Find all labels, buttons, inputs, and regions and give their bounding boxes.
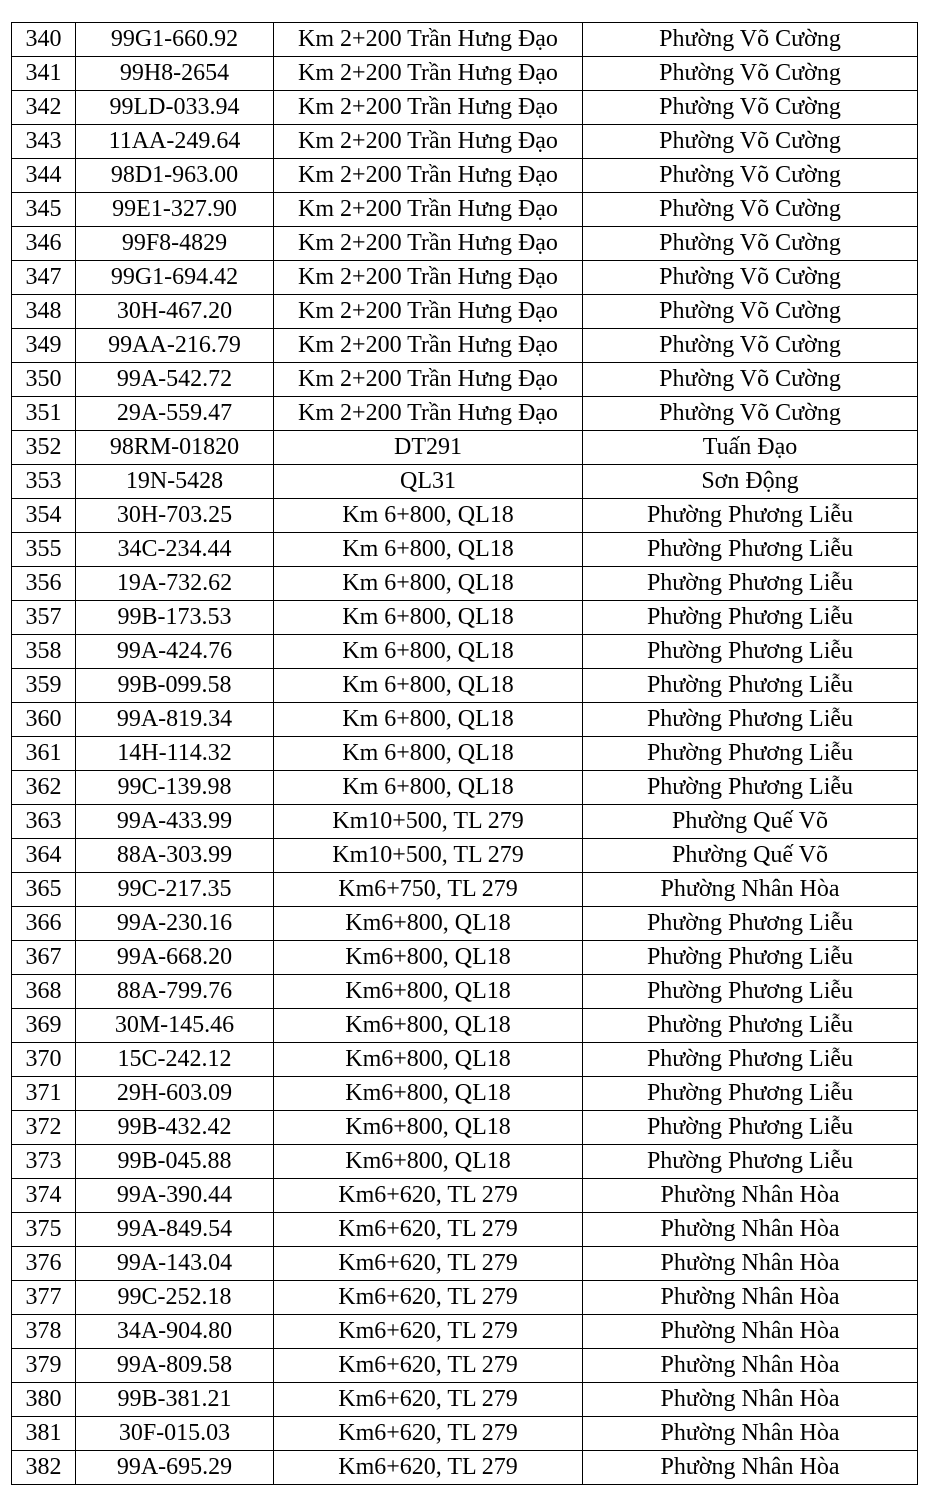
row-number-cell: 356 bbox=[12, 567, 76, 601]
ward-cell: Phường Nhân Hòa bbox=[583, 1315, 918, 1349]
row-number-cell: 381 bbox=[12, 1417, 76, 1451]
location-cell: Km6+620, TL 279 bbox=[274, 1179, 583, 1213]
ward-cell: Phường Nhân Hòa bbox=[583, 1247, 918, 1281]
table-row bbox=[12, 1145, 918, 1179]
ward-cell: Phường Phương Liễu bbox=[583, 941, 918, 975]
location-cell: Km6+620, TL 279 bbox=[274, 1349, 583, 1383]
license-plate-cell: 30H-467.20 bbox=[76, 295, 274, 329]
license-plate-cell: 14H-114.32 bbox=[76, 737, 274, 771]
table-row bbox=[12, 125, 918, 159]
table-row bbox=[12, 1247, 918, 1281]
ward-cell: Phường Phương Liễu bbox=[583, 1077, 918, 1111]
location-cell: Km 6+800, QL18 bbox=[274, 703, 583, 737]
table-row bbox=[12, 771, 918, 805]
location-cell: Km 6+800, QL18 bbox=[274, 533, 583, 567]
ward-cell: Tuấn Đạo bbox=[583, 431, 918, 465]
row-number-cell: 372 bbox=[12, 1111, 76, 1145]
license-plate-cell: 99A-433.99 bbox=[76, 805, 274, 839]
row-number-cell: 362 bbox=[12, 771, 76, 805]
row-number-cell: 351 bbox=[12, 397, 76, 431]
row-number-cell: 366 bbox=[12, 907, 76, 941]
row-number-cell: 376 bbox=[12, 1247, 76, 1281]
location-cell: Km 2+200 Trần Hưng Đạo bbox=[274, 159, 583, 193]
license-plate-cell: 11AA-249.64 bbox=[76, 125, 274, 159]
row-number-cell: 382 bbox=[12, 1451, 76, 1485]
ward-cell: Phường Nhân Hòa bbox=[583, 1417, 918, 1451]
location-cell: Km6+800, QL18 bbox=[274, 1111, 583, 1145]
location-cell: Km 6+800, QL18 bbox=[274, 499, 583, 533]
license-plate-cell: 29A-559.47 bbox=[76, 397, 274, 431]
row-number-cell: 369 bbox=[12, 1009, 76, 1043]
location-cell: Km10+500, TL 279 bbox=[274, 839, 583, 873]
license-plate-cell: 99B-432.42 bbox=[76, 1111, 274, 1145]
location-cell: Km 2+200 Trần Hưng Đạo bbox=[274, 227, 583, 261]
table-row bbox=[12, 1383, 918, 1417]
row-number-cell: 377 bbox=[12, 1281, 76, 1315]
table-row bbox=[12, 23, 918, 57]
ward-cell: Phường Nhân Hòa bbox=[583, 1349, 918, 1383]
license-plate-cell: 99A-143.04 bbox=[76, 1247, 274, 1281]
ward-cell: Phường Phương Liễu bbox=[583, 1145, 918, 1179]
row-number-cell: 365 bbox=[12, 873, 76, 907]
document-page bbox=[11, 22, 917, 1485]
table-row bbox=[12, 669, 918, 703]
ward-cell: Phường Nhân Hòa bbox=[583, 1179, 918, 1213]
location-cell: Km6+620, TL 279 bbox=[274, 1247, 583, 1281]
table-row bbox=[12, 601, 918, 635]
license-plate-cell: 98D1-963.00 bbox=[76, 159, 274, 193]
table-row bbox=[12, 1451, 918, 1485]
license-plate-cell: 99A-819.34 bbox=[76, 703, 274, 737]
ward-cell: Phường Phương Liễu bbox=[583, 601, 918, 635]
table-row bbox=[12, 1111, 918, 1145]
row-number-cell: 346 bbox=[12, 227, 76, 261]
location-cell: Km6+620, TL 279 bbox=[274, 1451, 583, 1485]
table-row bbox=[12, 465, 918, 499]
location-cell: Km 2+200 Trần Hưng Đạo bbox=[274, 261, 583, 295]
location-cell: Km 6+800, QL18 bbox=[274, 635, 583, 669]
table-row bbox=[12, 1077, 918, 1111]
table-row bbox=[12, 295, 918, 329]
location-cell: Km6+800, QL18 bbox=[274, 1145, 583, 1179]
location-cell: Km 6+800, QL18 bbox=[274, 601, 583, 635]
table-row bbox=[12, 1281, 918, 1315]
table-row bbox=[12, 635, 918, 669]
license-plate-cell: 99A-668.20 bbox=[76, 941, 274, 975]
license-plate-cell: 99B-173.53 bbox=[76, 601, 274, 635]
location-cell: Km 2+200 Trần Hưng Đạo bbox=[274, 125, 583, 159]
ward-cell: Phường Phương Liễu bbox=[583, 533, 918, 567]
ward-cell: Phường Nhân Hòa bbox=[583, 1281, 918, 1315]
row-number-cell: 370 bbox=[12, 1043, 76, 1077]
license-plate-cell: 99A-849.54 bbox=[76, 1213, 274, 1247]
table-row bbox=[12, 1009, 918, 1043]
table-row bbox=[12, 227, 918, 261]
license-plate-cell: 99A-809.58 bbox=[76, 1349, 274, 1383]
row-number-cell: 353 bbox=[12, 465, 76, 499]
license-plate-cell: 99C-217.35 bbox=[76, 873, 274, 907]
location-cell: Km 2+200 Trần Hưng Đạo bbox=[274, 57, 583, 91]
ward-cell: Phường Võ Cường bbox=[583, 397, 918, 431]
table-row bbox=[12, 193, 918, 227]
row-number-cell: 349 bbox=[12, 329, 76, 363]
table-row bbox=[12, 91, 918, 125]
table-row bbox=[12, 261, 918, 295]
ward-cell: Phường Võ Cường bbox=[583, 193, 918, 227]
license-plate-cell: 99LD-033.94 bbox=[76, 91, 274, 125]
ward-cell: Phường Võ Cường bbox=[583, 329, 918, 363]
table-row bbox=[12, 907, 918, 941]
location-cell: Km6+620, TL 279 bbox=[274, 1281, 583, 1315]
license-plate-cell: 99A-695.29 bbox=[76, 1451, 274, 1485]
table-row bbox=[12, 1315, 918, 1349]
location-cell: Km10+500, TL 279 bbox=[274, 805, 583, 839]
ward-cell: Phường Nhân Hòa bbox=[583, 873, 918, 907]
row-number-cell: 367 bbox=[12, 941, 76, 975]
location-cell: Km6+800, QL18 bbox=[274, 975, 583, 1009]
license-plate-cell: 99B-381.21 bbox=[76, 1383, 274, 1417]
row-number-cell: 340 bbox=[12, 23, 76, 57]
ward-cell: Phường Phương Liễu bbox=[583, 669, 918, 703]
ward-cell: Phường Võ Cường bbox=[583, 125, 918, 159]
location-cell: Km 6+800, QL18 bbox=[274, 669, 583, 703]
row-number-cell: 352 bbox=[12, 431, 76, 465]
license-plate-cell: 88A-799.76 bbox=[76, 975, 274, 1009]
license-plate-cell: 99AA-216.79 bbox=[76, 329, 274, 363]
location-cell: Km 6+800, QL18 bbox=[274, 737, 583, 771]
ward-cell: Phường Nhân Hòa bbox=[583, 1383, 918, 1417]
row-number-cell: 341 bbox=[12, 57, 76, 91]
ward-cell: Phường Phương Liễu bbox=[583, 771, 918, 805]
row-number-cell: 374 bbox=[12, 1179, 76, 1213]
license-plate-cell: 99H8-2654 bbox=[76, 57, 274, 91]
license-plate-cell: 98RM-01820 bbox=[76, 431, 274, 465]
row-number-cell: 361 bbox=[12, 737, 76, 771]
location-cell: Km 2+200 Trần Hưng Đạo bbox=[274, 363, 583, 397]
license-plate-cell: 34A-904.80 bbox=[76, 1315, 274, 1349]
ward-cell: Phường Võ Cường bbox=[583, 91, 918, 125]
location-cell: Km 2+200 Trần Hưng Đạo bbox=[274, 193, 583, 227]
license-plate-cell: 99A-230.16 bbox=[76, 907, 274, 941]
ward-cell: Phường Phương Liễu bbox=[583, 1111, 918, 1145]
row-number-cell: 344 bbox=[12, 159, 76, 193]
row-number-cell: 347 bbox=[12, 261, 76, 295]
license-plate-cell: 19N-5428 bbox=[76, 465, 274, 499]
location-cell: Km6+800, QL18 bbox=[274, 1077, 583, 1111]
license-plate-cell: 30H-703.25 bbox=[76, 499, 274, 533]
ward-cell: Phường Quế Võ bbox=[583, 839, 918, 873]
ward-cell: Phường Phương Liễu bbox=[583, 567, 918, 601]
ward-cell: Phường Nhân Hòa bbox=[583, 1451, 918, 1485]
location-cell: Km6+750, TL 279 bbox=[274, 873, 583, 907]
license-plate-cell: 99B-099.58 bbox=[76, 669, 274, 703]
license-plate-cell: 99F8-4829 bbox=[76, 227, 274, 261]
location-cell: Km6+800, QL18 bbox=[274, 941, 583, 975]
location-cell: Km 2+200 Trần Hưng Đạo bbox=[274, 91, 583, 125]
row-number-cell: 359 bbox=[12, 669, 76, 703]
row-number-cell: 342 bbox=[12, 91, 76, 125]
license-plate-cell: 15C-242.12 bbox=[76, 1043, 274, 1077]
table-row bbox=[12, 159, 918, 193]
table-row bbox=[12, 873, 918, 907]
table-row bbox=[12, 737, 918, 771]
license-plate-cell: 99B-045.88 bbox=[76, 1145, 274, 1179]
row-number-cell: 364 bbox=[12, 839, 76, 873]
location-cell: Km 2+200 Trần Hưng Đạo bbox=[274, 329, 583, 363]
table-row bbox=[12, 1349, 918, 1383]
location-cell: Km6+620, TL 279 bbox=[274, 1315, 583, 1349]
ward-cell: Phường Phương Liễu bbox=[583, 1043, 918, 1077]
location-cell: Km6+620, TL 279 bbox=[274, 1417, 583, 1451]
license-plate-cell: 99A-542.72 bbox=[76, 363, 274, 397]
row-number-cell: 350 bbox=[12, 363, 76, 397]
license-plate-cell: 99C-252.18 bbox=[76, 1281, 274, 1315]
row-number-cell: 358 bbox=[12, 635, 76, 669]
location-cell: Km6+800, QL18 bbox=[274, 907, 583, 941]
license-plate-cell: 99G1-660.92 bbox=[76, 23, 274, 57]
row-number-cell: 375 bbox=[12, 1213, 76, 1247]
location-cell: Km6+800, QL18 bbox=[274, 1043, 583, 1077]
ward-cell: Phường Võ Cường bbox=[583, 23, 918, 57]
license-plate-cell: 99C-139.98 bbox=[76, 771, 274, 805]
row-number-cell: 355 bbox=[12, 533, 76, 567]
license-plate-cell: 99A-390.44 bbox=[76, 1179, 274, 1213]
license-plate-cell: 30M-145.46 bbox=[76, 1009, 274, 1043]
table-row bbox=[12, 1043, 918, 1077]
table-row bbox=[12, 1213, 918, 1247]
table-row bbox=[12, 567, 918, 601]
table-row bbox=[12, 363, 918, 397]
table-row bbox=[12, 941, 918, 975]
row-number-cell: 345 bbox=[12, 193, 76, 227]
license-plate-cell: 99G1-694.42 bbox=[76, 261, 274, 295]
ward-cell: Phường Võ Cường bbox=[583, 295, 918, 329]
ward-cell: Phường Phương Liễu bbox=[583, 907, 918, 941]
ward-cell: Sơn Động bbox=[583, 465, 918, 499]
license-plate-cell: 88A-303.99 bbox=[76, 839, 274, 873]
ward-cell: Phường Võ Cường bbox=[583, 227, 918, 261]
ward-cell: Phường Võ Cường bbox=[583, 363, 918, 397]
table-row bbox=[12, 57, 918, 91]
location-cell: Km 2+200 Trần Hưng Đạo bbox=[274, 23, 583, 57]
location-cell: Km 2+200 Trần Hưng Đạo bbox=[274, 397, 583, 431]
row-number-cell: 380 bbox=[12, 1383, 76, 1417]
ward-cell: Phường Phương Liễu bbox=[583, 975, 918, 1009]
row-number-cell: 343 bbox=[12, 125, 76, 159]
ward-cell: Phường Võ Cường bbox=[583, 159, 918, 193]
table-row bbox=[12, 839, 918, 873]
row-number-cell: 348 bbox=[12, 295, 76, 329]
ward-cell: Phường Quế Võ bbox=[583, 805, 918, 839]
table-row bbox=[12, 431, 918, 465]
ward-cell: Phường Võ Cường bbox=[583, 261, 918, 295]
violations-table bbox=[11, 22, 918, 1485]
location-cell: Km 2+200 Trần Hưng Đạo bbox=[274, 295, 583, 329]
table-body bbox=[12, 23, 918, 1485]
table-row bbox=[12, 397, 918, 431]
row-number-cell: 363 bbox=[12, 805, 76, 839]
license-plate-cell: 99A-424.76 bbox=[76, 635, 274, 669]
table-row bbox=[12, 1179, 918, 1213]
table-row bbox=[12, 703, 918, 737]
table-row bbox=[12, 329, 918, 363]
location-cell: Km6+800, QL18 bbox=[274, 1009, 583, 1043]
ward-cell: Phường Phương Liễu bbox=[583, 635, 918, 669]
table-row bbox=[12, 805, 918, 839]
row-number-cell: 368 bbox=[12, 975, 76, 1009]
ward-cell: Phường Phương Liễu bbox=[583, 703, 918, 737]
ward-cell: Phường Võ Cường bbox=[583, 57, 918, 91]
row-number-cell: 379 bbox=[12, 1349, 76, 1383]
location-cell: DT291 bbox=[274, 431, 583, 465]
table-row bbox=[12, 499, 918, 533]
row-number-cell: 371 bbox=[12, 1077, 76, 1111]
row-number-cell: 360 bbox=[12, 703, 76, 737]
license-plate-cell: 19A-732.62 bbox=[76, 567, 274, 601]
location-cell: Km 6+800, QL18 bbox=[274, 771, 583, 805]
location-cell: QL31 bbox=[274, 465, 583, 499]
location-cell: Km6+620, TL 279 bbox=[274, 1383, 583, 1417]
license-plate-cell: 30F-015.03 bbox=[76, 1417, 274, 1451]
ward-cell: Phường Nhân Hòa bbox=[583, 1213, 918, 1247]
location-cell: Km 6+800, QL18 bbox=[274, 567, 583, 601]
row-number-cell: 373 bbox=[12, 1145, 76, 1179]
row-number-cell: 354 bbox=[12, 499, 76, 533]
row-number-cell: 378 bbox=[12, 1315, 76, 1349]
location-cell: Km6+620, TL 279 bbox=[274, 1213, 583, 1247]
license-plate-cell: 29H-603.09 bbox=[76, 1077, 274, 1111]
table-row bbox=[12, 1417, 918, 1451]
ward-cell: Phường Phương Liễu bbox=[583, 1009, 918, 1043]
license-plate-cell: 99E1-327.90 bbox=[76, 193, 274, 227]
ward-cell: Phường Phương Liễu bbox=[583, 499, 918, 533]
table-row bbox=[12, 533, 918, 567]
table-row bbox=[12, 975, 918, 1009]
row-number-cell: 357 bbox=[12, 601, 76, 635]
license-plate-cell: 34C-234.44 bbox=[76, 533, 274, 567]
ward-cell: Phường Phương Liễu bbox=[583, 737, 918, 771]
